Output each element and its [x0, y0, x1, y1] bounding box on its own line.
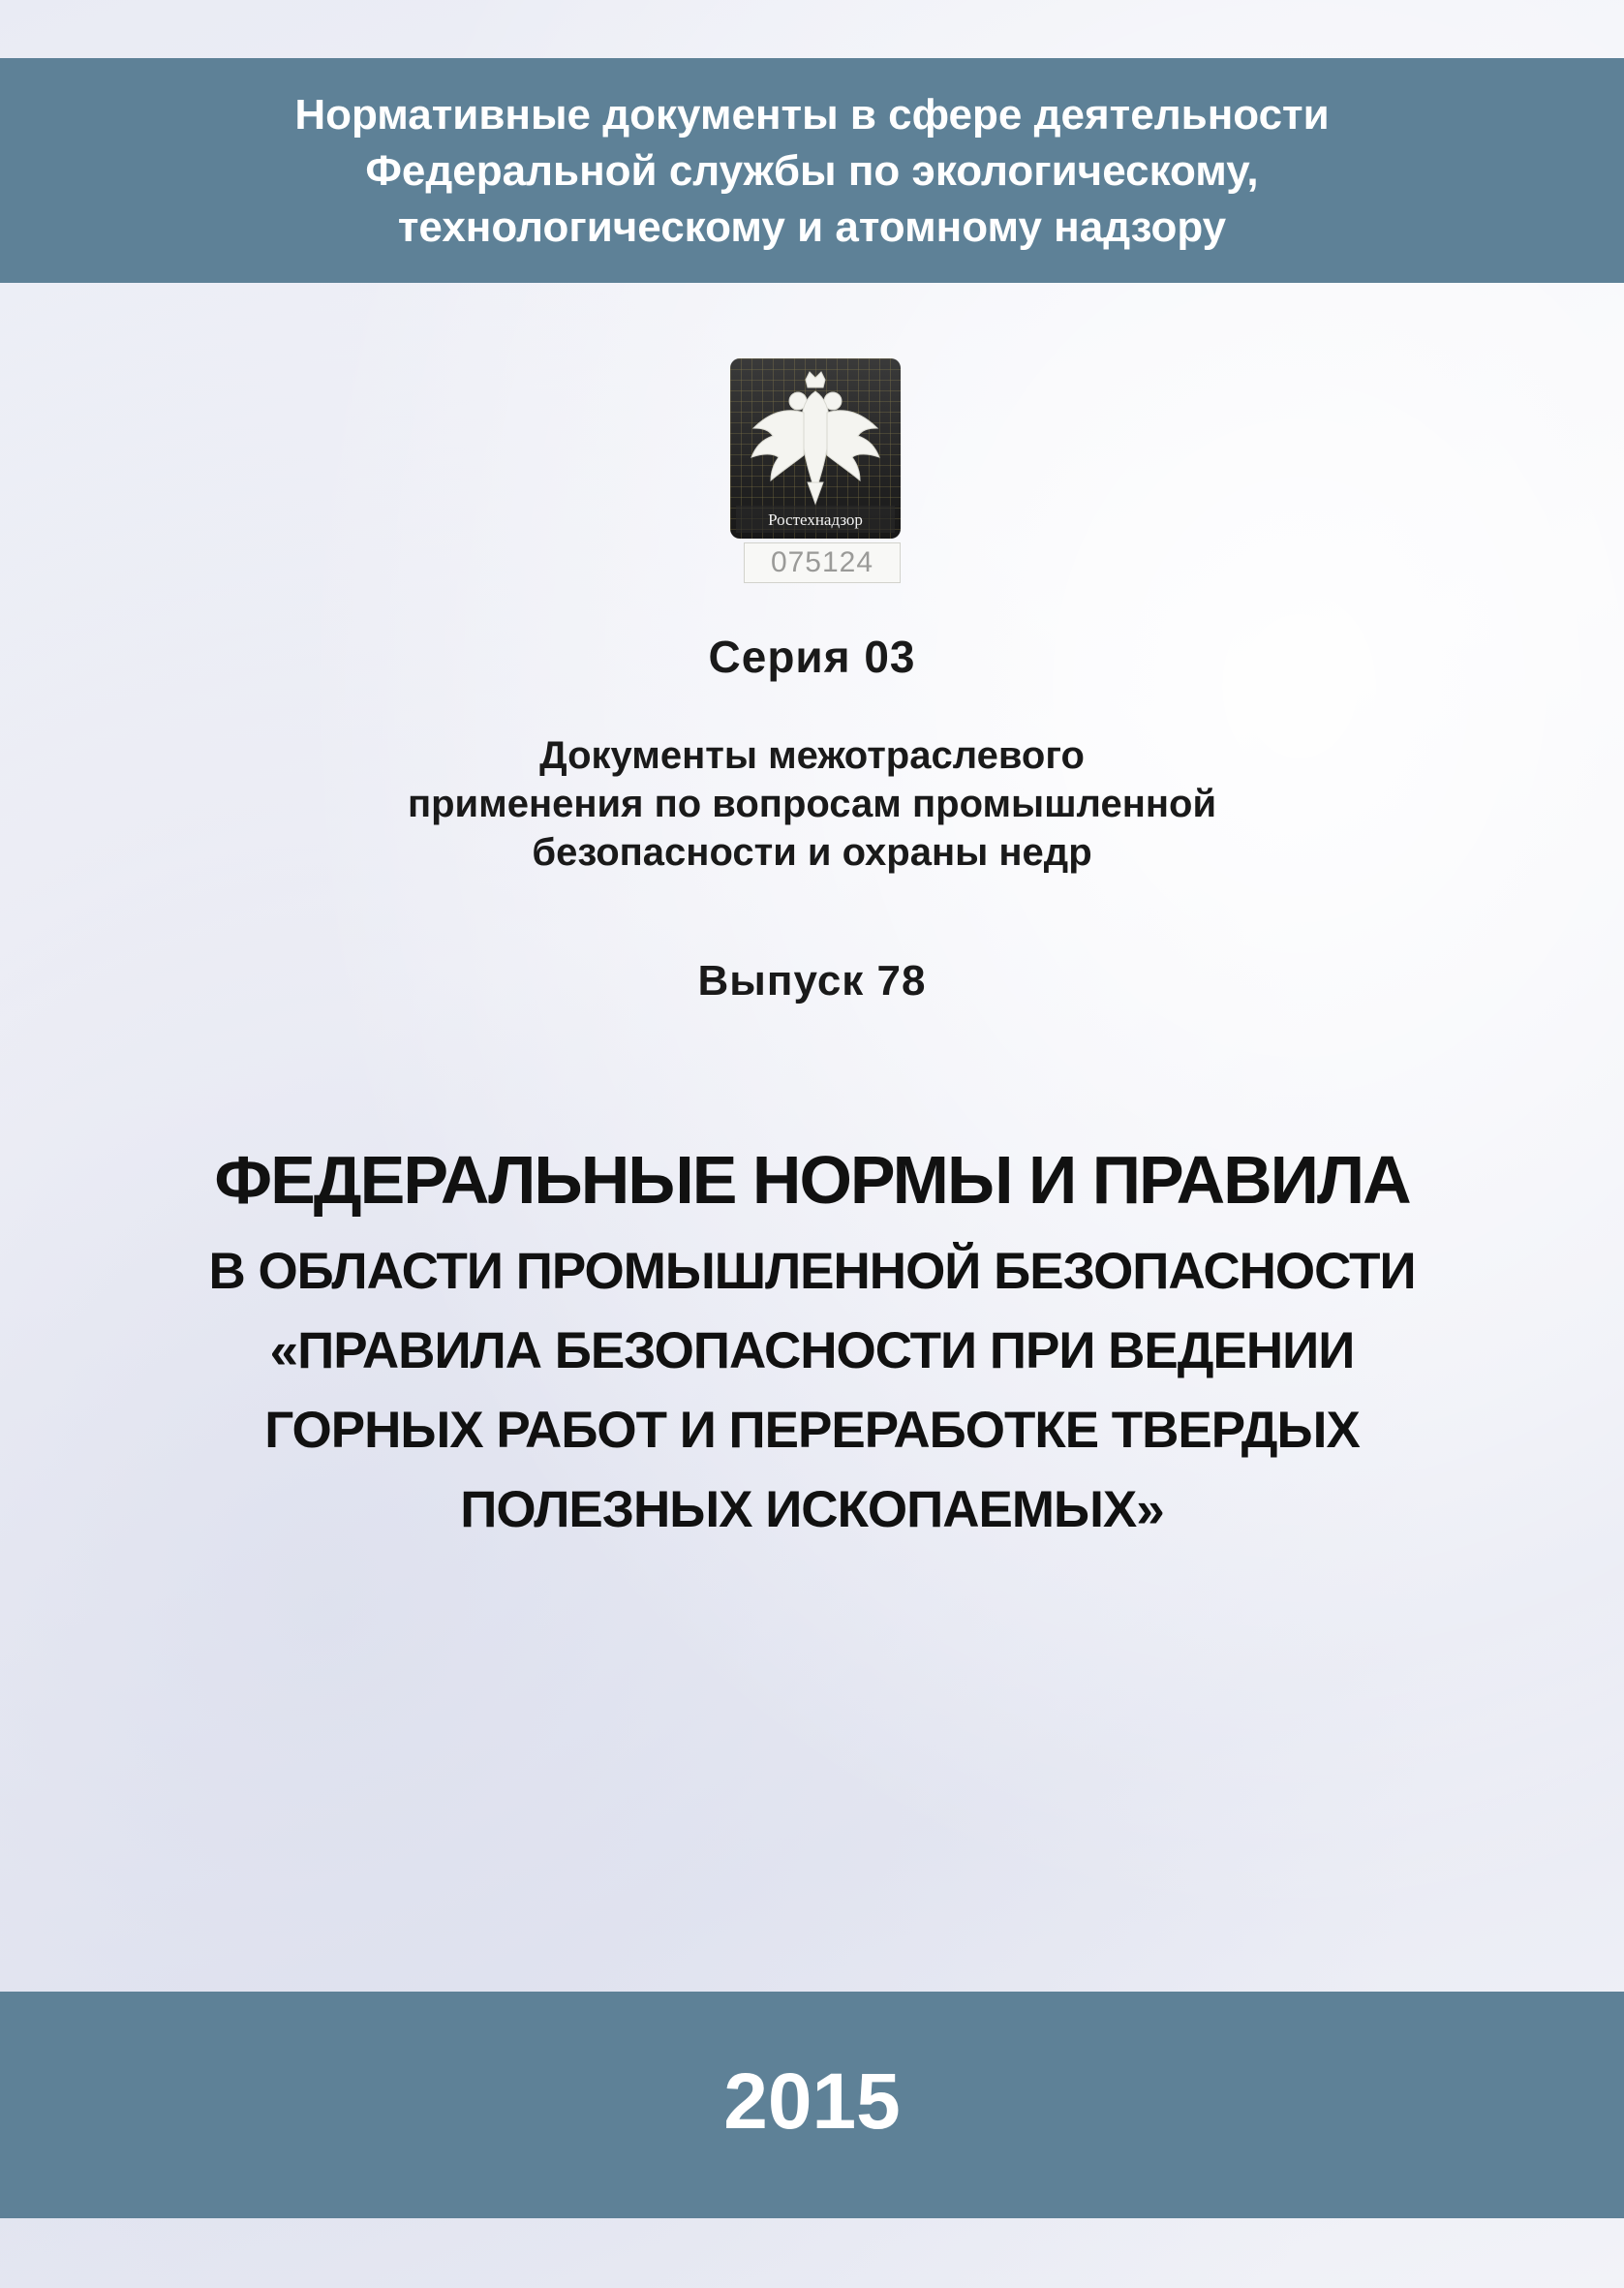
publisher-heading-line: технологическому и атомному надзору — [397, 203, 1227, 251]
document-subtitle-line: ПОЛЕЗНЫХ ИСКОПАЕМЫХ» — [460, 1481, 1164, 1538]
document-subtitle-line: «ПРАВИЛА БЕЗОПАСНОСТИ ПРИ ВЕДЕНИИ — [269, 1322, 1355, 1379]
document-subtitle — [0, 1232, 1624, 1550]
series-description-line: применения по вопросам промышленной — [407, 783, 1217, 825]
publisher-heading-line: Федеральной службы по экологическому, — [365, 147, 1259, 195]
publisher-heading — [0, 87, 1624, 256]
series-description-line: Документы межотраслевого — [539, 734, 1085, 777]
series-description — [0, 731, 1624, 877]
inventory-stamp: 075124 — [744, 542, 901, 583]
series-description-line: безопасности и охраны недр — [532, 831, 1092, 874]
document-title: ФЕДЕРАЛЬНЫЕ НОРМЫ И ПРАВИЛА — [214, 1142, 1410, 1218]
publication-year: 2015 — [723, 2057, 901, 2146]
issue-number: Выпуск 78 — [697, 957, 927, 1005]
emblem-label: Ростехнадзор — [768, 510, 863, 529]
publisher-heading-line: Нормативные документы в сфере деятельности — [294, 91, 1330, 139]
rostekhnadzor-emblem-icon — [730, 358, 901, 539]
series-title: Серия 03 — [708, 632, 916, 682]
document-subtitle-line: ГОРНЫХ РАБОТ И ПЕРЕРАБОТКЕ ТВЕРДЫХ — [264, 1402, 1360, 1459]
document-subtitle-line: В ОБЛАСТИ ПРОМЫШЛЕННОЙ БЕЗОПАСНОСТИ — [208, 1243, 1416, 1300]
